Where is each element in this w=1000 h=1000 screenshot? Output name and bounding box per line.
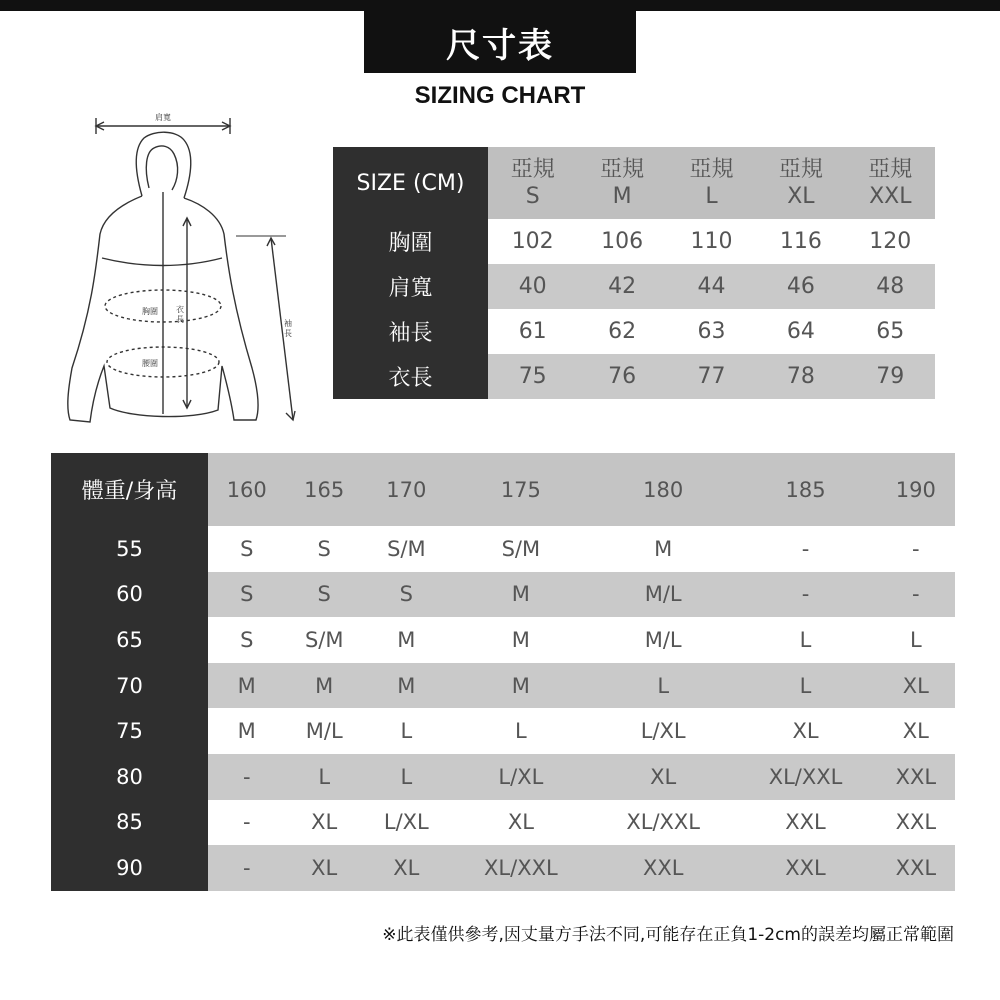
table-cell: 64 bbox=[756, 309, 845, 354]
table-cell: M/L bbox=[285, 708, 362, 754]
page-subtitle: SIZING CHART bbox=[414, 82, 586, 109]
table-cell: L/XL bbox=[450, 754, 592, 800]
table-cell: - bbox=[208, 845, 285, 891]
size-column-header: 亞規 XXL bbox=[846, 147, 935, 219]
table-cell: XXL bbox=[734, 800, 876, 846]
table-cell: L bbox=[450, 708, 592, 754]
table-row bbox=[333, 219, 935, 264]
table-cell: M/L bbox=[592, 572, 734, 618]
table-cell: M bbox=[592, 526, 734, 572]
table-cell: M bbox=[450, 617, 592, 663]
table-row bbox=[51, 572, 955, 618]
table-cell: L bbox=[285, 754, 362, 800]
disclaimer-note: ※此表僅供參考,因丈量方手法不同,可能存在正負1-2cm的誤差均屬正常範圍 bbox=[382, 925, 954, 945]
table-cell: M bbox=[363, 663, 450, 709]
table-cell: 77 bbox=[667, 354, 756, 399]
table-cell: 63 bbox=[667, 309, 756, 354]
table-cell: XXL bbox=[877, 754, 955, 800]
sleeve-label-2: 長 bbox=[284, 329, 292, 338]
table-cell: 40 bbox=[488, 264, 577, 309]
table-cell: 79 bbox=[846, 354, 935, 399]
fit-table-header: 體重/身高 bbox=[51, 453, 208, 526]
table-cell: L/XL bbox=[592, 708, 734, 754]
table-row bbox=[51, 617, 955, 663]
table-cell: XL bbox=[734, 708, 876, 754]
table-cell: XXL bbox=[877, 845, 955, 891]
table-cell: S bbox=[208, 617, 285, 663]
weight-label: 90 bbox=[51, 845, 208, 891]
waist-label: 腰圍 bbox=[142, 359, 158, 368]
table-cell: - bbox=[208, 800, 285, 846]
height-column-header: 165 bbox=[285, 453, 362, 526]
table-cell: 116 bbox=[756, 219, 845, 264]
table-row bbox=[333, 354, 935, 399]
size-column-header: 亞規 XL bbox=[756, 147, 845, 219]
table-cell: XL bbox=[285, 800, 362, 846]
row-label: 袖長 bbox=[333, 309, 488, 354]
size-column-header: 亞規 L bbox=[667, 147, 756, 219]
table-cell: XL/XXL bbox=[450, 845, 592, 891]
table-cell: 120 bbox=[846, 219, 935, 264]
table-cell: 48 bbox=[846, 264, 935, 309]
length-label-2: 長 bbox=[176, 315, 184, 324]
table-cell: - bbox=[734, 572, 876, 618]
weight-label: 75 bbox=[51, 708, 208, 754]
table-cell: S bbox=[208, 526, 285, 572]
height-column-header: 175 bbox=[450, 453, 592, 526]
size-table-header: SIZE (CM) bbox=[333, 147, 488, 219]
table-cell: XXL bbox=[734, 845, 876, 891]
top-rule bbox=[0, 0, 1000, 11]
sleeve-label-1: 袖 bbox=[284, 319, 292, 328]
table-cell: XXL bbox=[592, 845, 734, 891]
table-cell: L bbox=[363, 708, 450, 754]
table-cell: M bbox=[285, 663, 362, 709]
table-cell: L bbox=[877, 617, 955, 663]
table-cell: S/M bbox=[450, 526, 592, 572]
length-label-1: 衣 bbox=[176, 305, 184, 314]
table-cell: 76 bbox=[577, 354, 666, 399]
row-label: 胸圍 bbox=[333, 219, 488, 264]
table-cell: S bbox=[285, 526, 362, 572]
table-cell: XL bbox=[877, 663, 955, 709]
table-cell: XL bbox=[592, 754, 734, 800]
table-cell: - bbox=[734, 526, 876, 572]
table-cell: M/L bbox=[592, 617, 734, 663]
table-row bbox=[333, 309, 935, 354]
table-cell: - bbox=[877, 572, 955, 618]
weight-label: 80 bbox=[51, 754, 208, 800]
table-cell: 75 bbox=[488, 354, 577, 399]
table-cell: M bbox=[450, 572, 592, 618]
table-cell: S/M bbox=[285, 617, 362, 663]
table-row bbox=[51, 663, 955, 709]
height-column-header: 185 bbox=[734, 453, 876, 526]
table-cell: 62 bbox=[577, 309, 666, 354]
weight-label: 70 bbox=[51, 663, 208, 709]
weight-label: 55 bbox=[51, 526, 208, 572]
table-cell: M bbox=[208, 708, 285, 754]
page-title: 尺寸表 bbox=[364, 11, 636, 73]
table-cell: XL bbox=[285, 845, 362, 891]
table-cell: XL bbox=[450, 800, 592, 846]
weight-label: 85 bbox=[51, 800, 208, 846]
table-cell: XL bbox=[363, 845, 450, 891]
table-cell: M bbox=[450, 663, 592, 709]
table-cell: M bbox=[363, 617, 450, 663]
jacket-illustration bbox=[52, 108, 322, 428]
size-column-header: 亞規 M bbox=[577, 147, 666, 219]
weight-label: 65 bbox=[51, 617, 208, 663]
row-label: 肩寬 bbox=[333, 264, 488, 309]
table-cell: S bbox=[285, 572, 362, 618]
table-cell: S bbox=[208, 572, 285, 618]
table-cell: S bbox=[363, 572, 450, 618]
table-row bbox=[333, 264, 935, 309]
table-cell: M bbox=[208, 663, 285, 709]
table-row bbox=[51, 800, 955, 846]
table-row bbox=[51, 708, 955, 754]
table-cell: 106 bbox=[577, 219, 666, 264]
table-cell: XL bbox=[877, 708, 955, 754]
table-cell: XXL bbox=[877, 800, 955, 846]
table-cell: 44 bbox=[667, 264, 756, 309]
table-cell: L/XL bbox=[363, 800, 450, 846]
chest-label: 胸圍 bbox=[142, 307, 158, 316]
row-label: 衣長 bbox=[333, 354, 488, 399]
fit-table bbox=[51, 453, 955, 891]
table-cell: XL/XXL bbox=[592, 800, 734, 846]
shoulder-label: 肩寬 bbox=[155, 113, 171, 122]
table-cell: 65 bbox=[846, 309, 935, 354]
table-cell: 102 bbox=[488, 219, 577, 264]
table-cell: 78 bbox=[756, 354, 845, 399]
table-row bbox=[51, 845, 955, 891]
table-cell: 46 bbox=[756, 264, 845, 309]
table-cell: S/M bbox=[363, 526, 450, 572]
table-cell: - bbox=[208, 754, 285, 800]
table-cell: 110 bbox=[667, 219, 756, 264]
table-cell: L bbox=[734, 617, 876, 663]
size-table bbox=[333, 147, 935, 399]
height-column-header: 180 bbox=[592, 453, 734, 526]
height-column-header: 160 bbox=[208, 453, 285, 526]
height-column-header: 190 bbox=[877, 453, 955, 526]
table-cell: L bbox=[734, 663, 876, 709]
table-row bbox=[51, 526, 955, 572]
table-row bbox=[51, 754, 955, 800]
table-cell: 61 bbox=[488, 309, 577, 354]
table-cell: XL/XXL bbox=[734, 754, 876, 800]
table-cell: L bbox=[592, 663, 734, 709]
height-column-header: 170 bbox=[363, 453, 450, 526]
weight-label: 60 bbox=[51, 572, 208, 618]
size-column-header: 亞規 S bbox=[488, 147, 577, 219]
table-cell: - bbox=[877, 526, 955, 572]
table-cell: 42 bbox=[577, 264, 666, 309]
table-cell: L bbox=[363, 754, 450, 800]
